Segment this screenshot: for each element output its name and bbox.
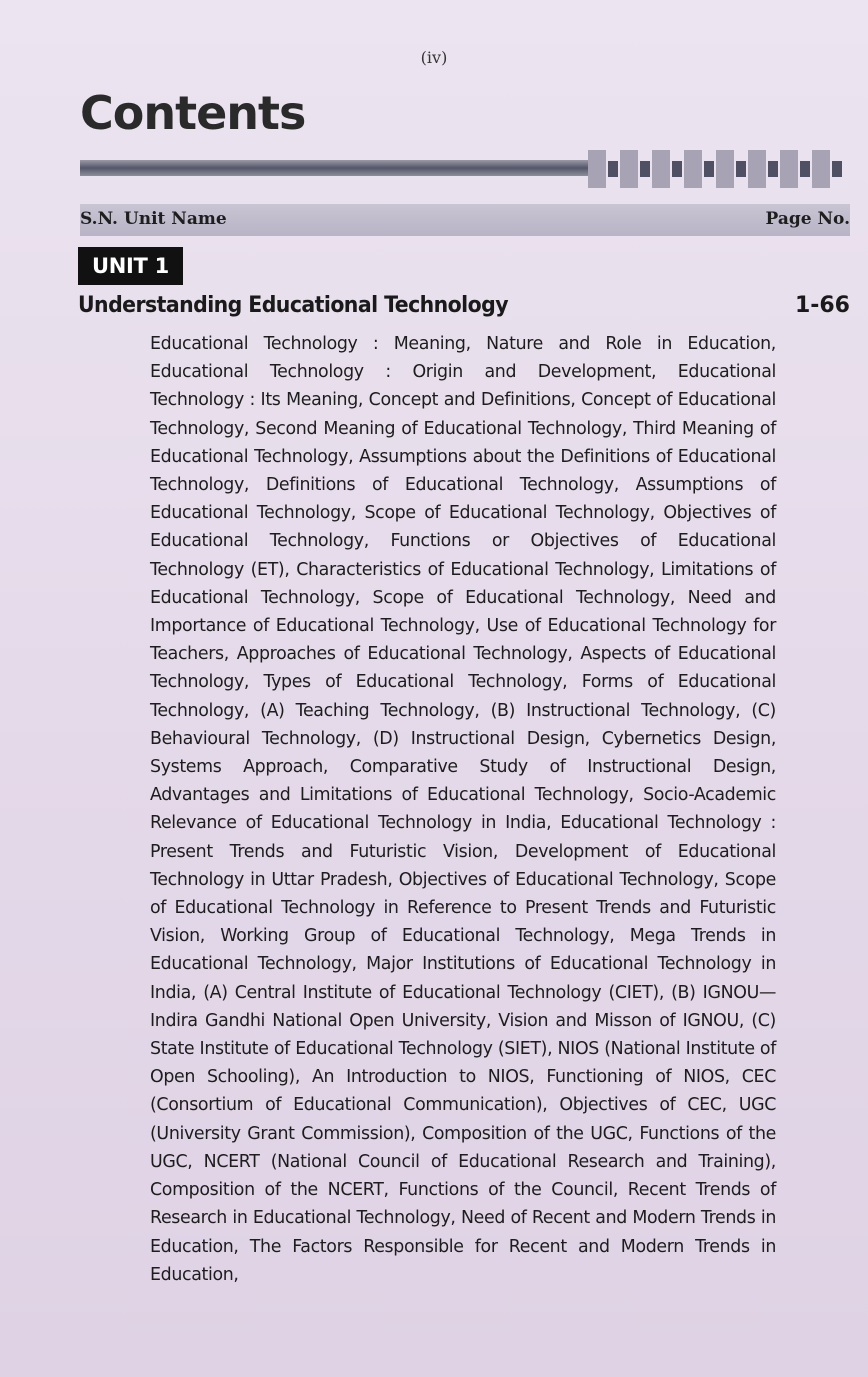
unit-topics: Educational Technology : Meaning, Nature and Role in Education, Educational Technology : Origin and Development, Educational Technology : Its Meaning, Concept and Definitions, Concept of Educational Technology, Second Meaning of Educational Technology, Third Meaning of Educational Technology, Assumptions about the Definitions of Educational Technology, Definitions of Educational Technology, Assumptions of Educational Technology, Scope of Educational Technology, Objectives of Educational Technology, Functions or Objectives of Educational Technology (ET), Characteristics of Educational Technology, Limitations of Educational Technology, Scope of Educational Technology, Need and Importance of Educational Technology, Use of Educational Technology for Teachers, Approaches of Educational Technology, Aspects of Educational Technology, Types of Educational Technology, Forms of Educational Technology, (A) Teaching Technology, (B) Instructional Technology, (C) Behavioural Technology, (D) Instructional Design, Cybernetics Design, Systems Approach, Comparative Study of Instructional Design, Advantages and Limitations of Educational Technology, Socio-Academic Relevance of Educational Technology in India, Educational Technology : Present Trends and Futuristic Vision, Development of Educational Technology in Uttar Pradesh, Objectives of Educational Technology, Scope of Educational Technology in Reference to Present Trends and Futuristic Vision, Working Group of Educational Technology, Mega Trends in Educational Technology, Major Institutions of Educational Technology in India, (A) Central Institute of Educational Technology (CIET), (B) IGNOU—Indira Gandhi National Open University, Vision and Misson of IGNOU, (C) State Institute of Educational Technology (SIET), NIOS (National Institute of Open Schooling), An Introduction to NIOS, Functioning of NIOS, CEC (Consortium of Educational Communication), Objectives of CEC, UGC (University Grant Commission), Composition of the UGC, Functions of the UGC, NCERT (National Council of Educational Research and Training), Composition of the NCERT, Functions of the Council, Recent Trends of Research in Educational Technology, Need of Recent and Modern Trends in Education, The Factors Responsible for Recent and Modern Trends in Education, — [150, 334, 776, 1285]
page-title: Contents — [80, 86, 306, 140]
title-rule-blocks — [588, 150, 850, 188]
header-unit-name: S.N. Unit Name — [80, 209, 227, 229]
unit-title: Understanding Educational Technology — [78, 293, 508, 318]
page-number: (iv) — [420, 48, 448, 67]
unit-page-range: 1-66 — [794, 293, 850, 318]
title-rule — [80, 160, 590, 176]
contents-header-bar — [80, 204, 850, 236]
unit-badge: UNIT 1 — [78, 247, 183, 285]
header-page-no: Page No. — [765, 209, 850, 229]
